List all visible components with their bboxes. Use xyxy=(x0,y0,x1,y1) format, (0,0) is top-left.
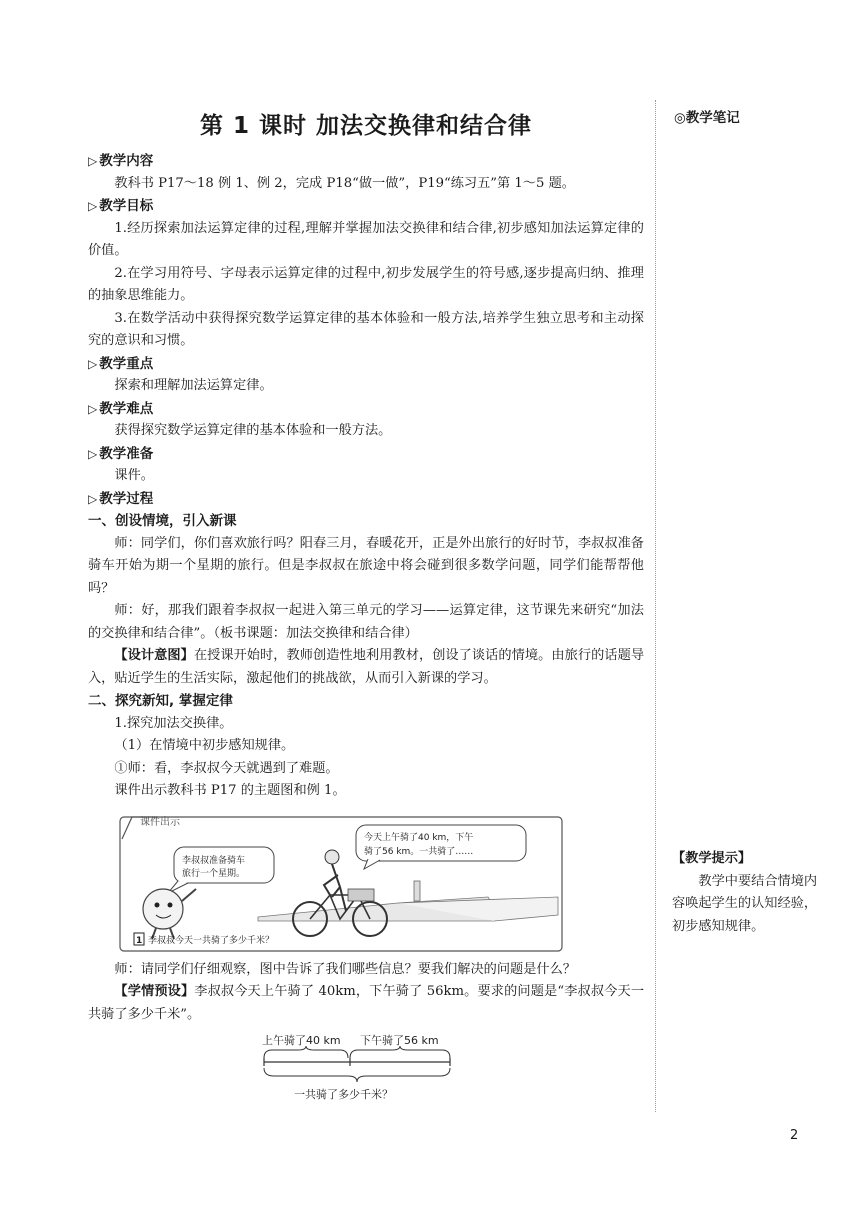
section-heading-goals xyxy=(88,195,644,218)
triangle-icon: ▷ xyxy=(88,446,98,461)
design-intent xyxy=(88,645,644,690)
part1-heading: 一、创设情境，引入新课 xyxy=(88,513,237,529)
section-heading-prep xyxy=(88,443,644,466)
figure-illustration xyxy=(118,811,564,953)
prep-body: 课件。 xyxy=(114,468,154,483)
main-column xyxy=(88,108,644,1113)
segment-right-label: 下午骑了56 km xyxy=(360,1034,439,1047)
column-divider xyxy=(655,100,656,1112)
intent-body: 在授课开始时，教师创造性地利用教材，创设了谈话的情境。由旅行的话题导入，贴近学生的生活实际，激起他们的挑战欲，从而引入新课的学习。 xyxy=(88,648,645,686)
tip-heading: 【教学提示】 xyxy=(672,851,752,866)
page-title: 第 1 课时 加法交换律和结合律 xyxy=(199,113,533,139)
teaching-tip xyxy=(672,848,818,938)
segment-total-label: 一共骑了多少千米？ xyxy=(294,1088,393,1101)
figure-tag: 课件出示 xyxy=(140,816,180,828)
segment-diagram-svg xyxy=(258,1032,478,1104)
bubble-left-line2: 旅行一个星期。 xyxy=(182,868,246,879)
question-number: 1 xyxy=(136,935,143,946)
section-heading-key xyxy=(88,353,644,376)
tip-body: 教学中要结合情境内容唤起学生的认知经验，初步感知规律。 xyxy=(672,873,818,934)
heading-text: 教学目标 xyxy=(99,198,154,214)
part2-line: 课件出示教科书 P17 的主题图和例 1。 xyxy=(114,783,346,798)
preset-body: 李叔叔今天上午骑了 40km，下午骑了 56km。要求的问题是“李叔叔今天一共骑了多少千米”。 xyxy=(88,984,645,1022)
heading-text: 教学过程 xyxy=(99,490,154,507)
section-heading-process xyxy=(88,488,644,511)
part1-paragraph: 师：同学们，你们喜欢旅行吗？阳春三月，春暖花开，正是外出旅行的好时节，李叔叔准备骑车开始为期一个星期的旅行。但是李叔叔在旅途中将会碰到很多数学问题，同学们能帮帮他吗？ xyxy=(88,535,644,596)
part1-paragraph: 师：好，那我们跟着李叔叔一起进入第三单元的学习——运算定律，这节课先来研究“加法的交换律和结合律”。（板书课题：加法交换律和结合律） xyxy=(88,603,644,641)
part2-heading: 二、探究新知, 掌握定律 xyxy=(88,693,233,709)
page-number: 2 xyxy=(790,1128,799,1143)
bubble-right-line2: 骑了56 km。一共骑了…… xyxy=(364,846,474,857)
teaching-notes-label: ◎教学笔记 xyxy=(674,110,740,126)
triangle-icon: ▷ xyxy=(88,491,98,506)
segment-left-label: 上午骑了40 km xyxy=(262,1034,341,1047)
key-body: 探索和理解加法运算定律。 xyxy=(114,378,273,393)
segment-diagram xyxy=(258,1032,644,1113)
triangle-icon: ▷ xyxy=(88,154,98,168)
triangle-icon: ▷ xyxy=(88,401,98,416)
bubble-right-line1: 今天上午骑了40 km，下午 xyxy=(364,832,474,843)
heading-text: 教学内容 xyxy=(99,153,154,169)
part2-line: （1）在情境中初步感知规律。 xyxy=(114,738,295,753)
content-body: 教科书 P17～18 例 1、例 2，完成 P18“做一做”，P19“练习五”第 1～5 题。 xyxy=(114,175,575,191)
section-heading-difficulty xyxy=(88,398,644,421)
bubble-left-line1: 李叔叔准备骑车 xyxy=(182,855,246,866)
difficulty-body: 获得探究数学运算定律的基本体验和一般方法。 xyxy=(114,423,392,438)
triangle-icon: ▷ xyxy=(88,356,98,371)
intent-label: 【设计意图】 xyxy=(114,648,194,663)
learning-preset xyxy=(88,981,644,1026)
teacher-question: 师：请同学们仔细观察，图中告诉了我们哪些信息？要我们解决的问题是什么？ xyxy=(114,961,576,977)
heading-text: 教学难点 xyxy=(99,400,154,417)
heading-text: 教学重点 xyxy=(99,355,154,372)
heading-text: 教学准备 xyxy=(99,445,154,462)
part2-line: ①师：看，李叔叔今天就遇到了难题。 xyxy=(114,760,339,776)
goal-item: 2.在学习用符号、字母表示运算定律的过程中,初步发展学生的符号感,逐步提高归纳、推理的抽象思维能力。 xyxy=(88,265,644,303)
courseware-figure xyxy=(118,811,564,953)
question-text: 李叔叔今天一共骑了多少千米？ xyxy=(148,935,275,946)
part2-line: 1.探究加法交换律。 xyxy=(114,715,233,731)
goal-item: 3.在数学活动中获得探究数学运算定律的基本体验和一般方法,培养学生独立思考和主动探究的意识和习惯。 xyxy=(88,310,644,348)
section-heading-content xyxy=(88,150,644,173)
triangle-icon: ▷ xyxy=(88,199,98,213)
goal-item: 1.经历探索加法运算定律的过程,理解并掌握加法交换律和结合律,初步感知加法运算定律的价值。 xyxy=(88,220,644,258)
preset-label: 【学情预设】 xyxy=(114,984,195,999)
